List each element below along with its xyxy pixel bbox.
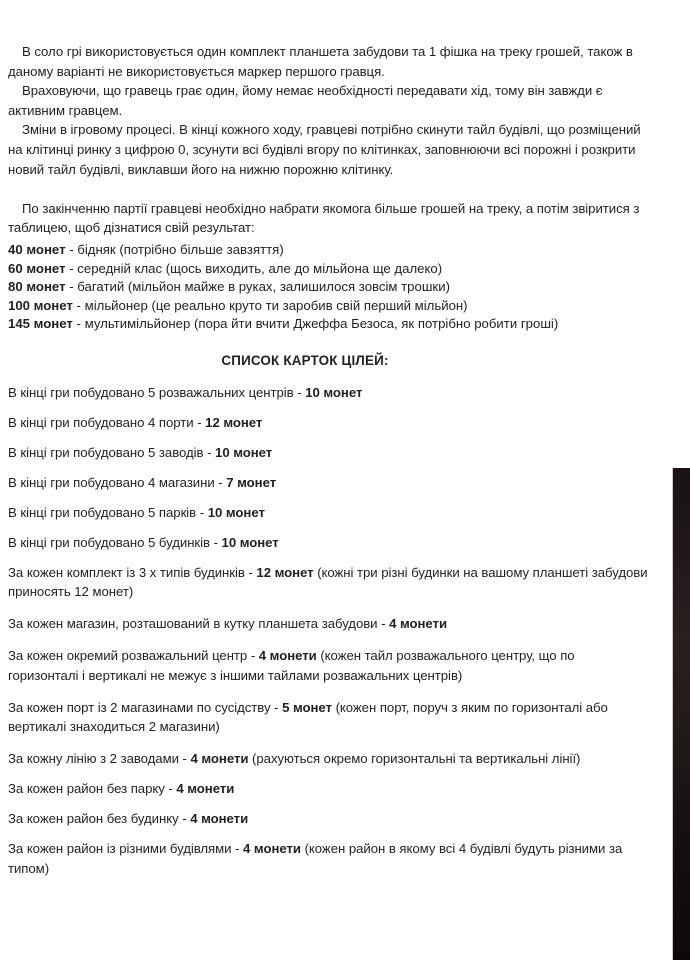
goal-card-item [8, 646, 648, 685]
goal-condition: За кожну лінію з 2 заводами - [8, 751, 191, 767]
paragraph-spacer [8, 179, 648, 199]
goal-reward: 4 монети [389, 616, 448, 632]
score-description: середній клас (щось виходить, але до мільйона ще далеко) [77, 260, 443, 276]
goal-condition: За кожен комплект із 3 х типів будинків - [8, 565, 257, 580]
goal-condition: В кінці гри побудовано 5 парків - [8, 505, 208, 520]
goal-note: (рахуються окремо горизонтальні та вертикальні лінії) [248, 751, 581, 767]
goal-card-item [8, 383, 648, 402]
goal-condition: В кінці гри побудовано 4 порти - [8, 415, 206, 430]
score-row [8, 260, 648, 279]
score-amount: 80 монет [8, 279, 66, 295]
goal-condition: За кожен магазин, розташований в кутку планшета забудови - [8, 616, 390, 632]
score-table [8, 241, 648, 334]
goal-card-item [8, 779, 648, 798]
goal-condition: За кожен район без будинку - [8, 811, 191, 827]
scan-edge-artifact [672, 468, 690, 960]
goal-reward: 5 монет [282, 699, 332, 715]
goal-condition: В кінці гри побудовано 4 магазини - [8, 475, 227, 490]
score-separator: - [65, 242, 78, 257]
goal-reward: 12 монет [256, 565, 314, 580]
score-row [8, 315, 648, 334]
score-separator: - [65, 260, 78, 276]
score-description: бідняк (потрібно більше завзяття) [77, 242, 284, 257]
goal-card-item [8, 749, 648, 768]
goal-card-item [8, 563, 648, 602]
goal-note: (кожен порт, поруч з яким по горизонталі або вертикалі знаходиться 2 магазини) [8, 699, 608, 735]
goal-reward: 7 монет [226, 475, 277, 490]
score-amount: 60 монет [8, 260, 66, 276]
goal-reward: 4 монети [190, 751, 249, 767]
score-description: багатий (мільйон майже в руках, залишилося зовсім трошки) [77, 279, 450, 295]
intro-section [8, 42, 648, 238]
goal-card-item [8, 473, 648, 492]
goal-cards-list [8, 383, 648, 891]
goal-reward: 10 монет [215, 445, 273, 460]
goal-condition: За кожен окремий розважальний центр - [8, 648, 259, 664]
intro-paragraph-3: Зміни в ігровому процесі. В кінці кожного ходу, гравцеві потрібно скинути тайл будівлі, що розміщений на клітинці ринку з цифрою 0, зсунути всі будівлі вгору по клітинках, заповнюючи всі порожні і розкрити новий тайл будівлі, виклавши його на нижню порожню клітинку. [8, 122, 641, 177]
goals-section-heading: СПИСОК КАРТОК ЦІЛЕЙ: [221, 353, 389, 368]
goal-card-item [8, 839, 648, 878]
goal-card-item [8, 614, 648, 633]
score-amount: 145 монет [8, 316, 73, 332]
goal-card-item [8, 809, 648, 828]
score-row [8, 241, 648, 260]
score-description: мільйонер (це реально круто ти заробив свій перший мільйон) [84, 297, 468, 313]
goal-reward: 10 монет [221, 535, 279, 550]
score-description: мультимільйонер (пора йти вчити Джеффа Безоса, як потрібно робити гроші) [84, 316, 559, 332]
goal-card-item [8, 413, 648, 432]
score-amount: 40 монет [8, 242, 66, 257]
score-separator: - [72, 316, 85, 332]
score-row [8, 278, 648, 297]
goal-note: (кожні три різні будинки на вашому планшеті забудови приносять 12 монет) [8, 565, 648, 600]
goal-reward: 4 монети [258, 648, 317, 664]
goal-card-item [8, 443, 648, 462]
goal-reward: 4 монети [190, 811, 249, 827]
goal-card-item [8, 503, 648, 522]
goal-condition: В кінці гри побудовано 5 будинків - [8, 535, 222, 550]
goal-reward: 4 монети [243, 841, 301, 857]
goal-card-item [8, 698, 648, 737]
goal-reward: 12 монет [205, 415, 263, 430]
goal-reward: 10 монет [207, 505, 265, 520]
intro-paragraph-2: Враховуючи, що гравець грає один, йому немає необхідності передавати хід, тому він завжди є активним гравцем. [8, 83, 603, 118]
score-row [8, 297, 648, 316]
score-amount: 100 монет [8, 297, 73, 313]
goal-reward: 10 монет [305, 385, 363, 400]
goal-reward: 4 монети [176, 781, 235, 797]
score-separator: - [65, 279, 78, 295]
goal-note: (кожен район в якому всі 4 будівлі будуть різними за типом) [8, 841, 623, 876]
intro-paragraph-1: В соло грі використовується один комплект планшета забудови та 1 фішка на треку грошей, також в даному варіанті не використовується маркер першого гравця. [8, 44, 633, 79]
goal-condition: За кожен район без парку - [8, 781, 177, 797]
goal-condition: За кожен район із різними будівлями - [8, 841, 244, 857]
score-separator: - [72, 297, 85, 313]
goal-card-item [8, 533, 648, 552]
goal-condition: В кінці гри побудовано 5 заводів - [8, 445, 216, 460]
goal-note: (кожен тайл розважального центру, що по горизонталі і вертикалі не межує з іншими тайлами розважальних центрів) [8, 648, 575, 683]
goal-condition: За кожен порт із 2 магазинами по сусідству - [8, 699, 283, 715]
scoring-intro-paragraph: По закінченню партії гравцеві необхідно набрати якомога більше грошей на треку, а потім звіритися з таблицею, щоб дізнатися свій результат: [8, 200, 640, 236]
goal-condition: В кінці гри побудовано 5 розважальних центрів - [8, 385, 306, 400]
